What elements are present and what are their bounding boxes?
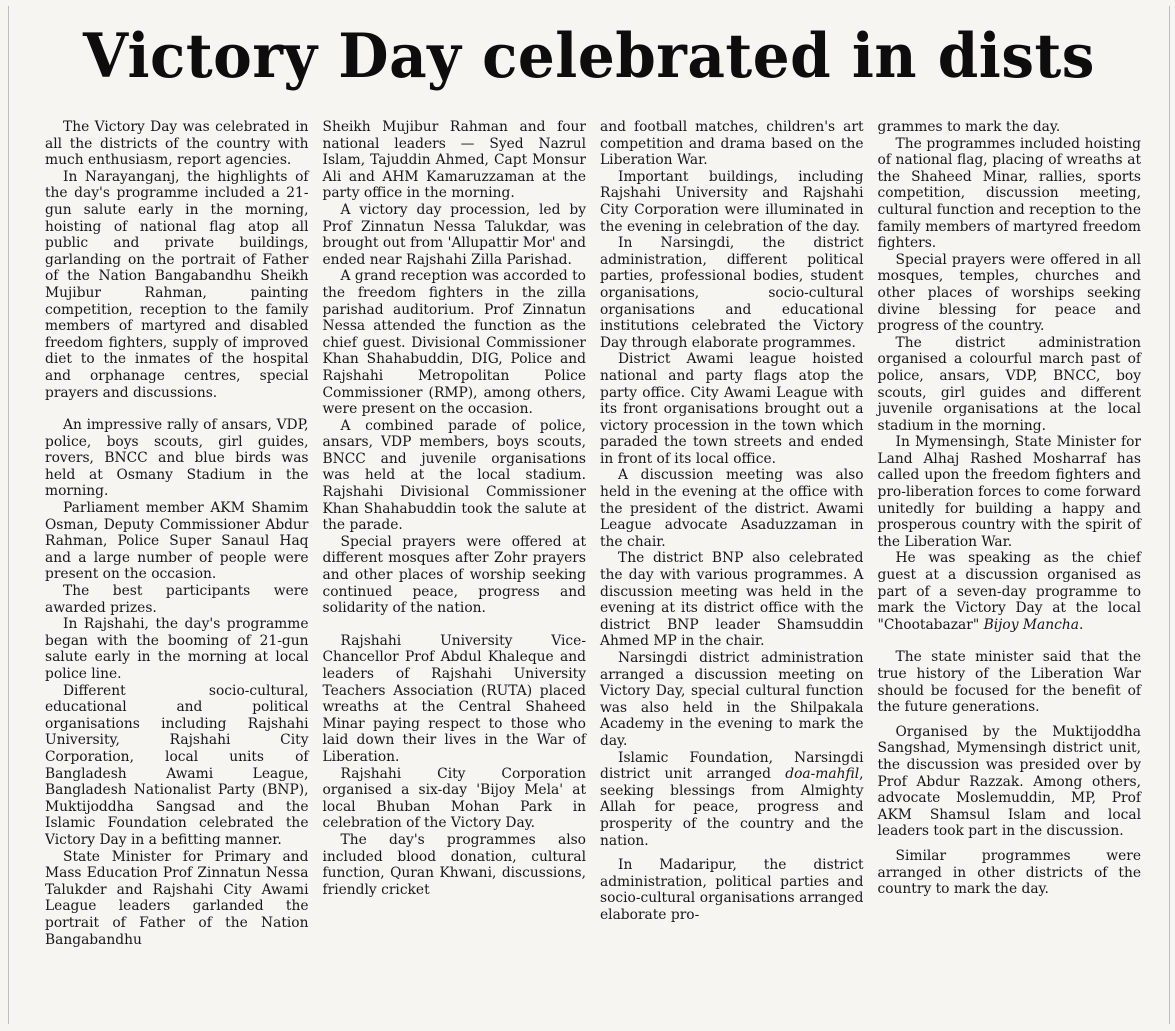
paragraph: A victory day procession, led by Prof Zinnatun Nessa Talukdar, was brought out from 'Allupattir Mor' and ended near Rajshahi Zilla Parishad. bbox=[322, 201, 586, 268]
paragraph: In Mymensingh, State Minister for Land Alhaj Rashed Mosharraf has called upon the freedom fighters and pro-liberation forces to come forward unitedly for building a happy and prosperous country with the spirit of the Liberation War. bbox=[877, 434, 1141, 550]
paragraph: District Awami league hoisted national and party flags atop the party office. City Awami League with its front organisations brought out a victory procession in the town which paraded the town streets and ended in front of its local office. bbox=[600, 351, 864, 467]
paragraph: Different socio-cultural, educational and political organisations including Rajshahi University, Rajshahi City Corporation, local units of Bangladesh Awami League, Bangladesh Nationalist Party (BNP), Muktijoddha Sangsad and the Islamic Foundation celebrated the Victory Day in a befitting manner. bbox=[45, 682, 309, 848]
column-1 bbox=[45, 119, 309, 1024]
paragraph: The best participants were awarded prizes. bbox=[45, 583, 309, 616]
paragraph: Organised by the Muktijoddha Sangshad, Mymensingh district unit, the discussion was presided over by Prof Abdur Razzak. Among others, advocate Moslemuddin, MP, Prof AKM Shamsul Islam and local leaders took part in the discussion. bbox=[877, 723, 1141, 840]
paragraph: Important buildings, including Rajshahi University and Rajshahi City Corporation were illuminated in the evening in celebration of the day. bbox=[600, 168, 864, 235]
paragraph: Special prayers were offered in all mosques, temples, churches and other places of worships seeking divine blessing for peace and progress of the country. bbox=[877, 251, 1141, 335]
column-2 bbox=[323, 119, 587, 1024]
paragraph: The programmes included hoisting of national flag, placing of wreaths at the Shaheed Minar, rallies, sports competition, discussion meeting, cultural function and reception to the family members of martyred freedom fighters. bbox=[877, 135, 1141, 252]
paragraph: The district BNP also celebrated the day with various programmes. A discussion meeting was held in the evening at its district office with the district BNP leader Shamsuddin Ahmed MP in the chair. bbox=[600, 550, 864, 650]
paragraph: State Minister for Primary and Mass Education Prof Zinnatun Nessa Talukder and Rajshahi City Awami League leaders garlanded the portrait of Father of the Nation Bangabandhu bbox=[45, 848, 309, 948]
paragraph: The Victory Day was celebrated in all the districts of the country with much enthusiasm, report agencies. bbox=[45, 119, 309, 169]
paragraph: Parliament member AKM Shamim Osman, Deputy Commissioner Abdur Rahman, Police Super Sanaul Haq and a large number of people were present on the occasion. bbox=[45, 500, 309, 583]
paragraph: In Madaripur, the district administration, political parties and socio-cultural organisations arranged elaborate pro- bbox=[600, 857, 864, 923]
paragraph: In Narayanganj, the highlights of the day's programme included a 21-gun salute early in the morning, hoisting of national flag atop all public and private buildings, garlanding on the portrait of Father of the Nation Bangabandhu Sheikh Mujibur Rahman, painting competition, reception to the family members of martyred and disabled freedom fighters, supply of improved diet to the inmates of the hospital and orphanage centres, special prayers and discussions. bbox=[45, 168, 309, 401]
article-body bbox=[45, 119, 1141, 1024]
paragraph: Narsingdi district administration arranged a discussion meeting on Victory Day, special cultural function was also held in the Shilpakala Academy in the evening to mark the day. bbox=[600, 650, 864, 749]
paragraph: In Narsingdi, the district administration, different political parties, professional bodies, student organisations, socio-cultural organisations and educational institutions celebrated the Victory Day through elaborate programmes. bbox=[600, 235, 864, 351]
paragraph: Sheikh Mujibur Rahman and four national leaders — Syed Nazrul Islam, Tajuddin Ahmed, Capt Monsur Ali and AHM Kamaruzzaman at the party office in the morning. bbox=[322, 119, 586, 202]
italic-term: Bijoy Mancha bbox=[983, 616, 1079, 633]
paragraph: and football matches, children's art competition and drama based on the Liberation War. bbox=[600, 119, 864, 169]
paragraph: A combined parade of police, ansars, VDP members, boys scouts, BNCC and juvenile organisations was held at the local stadium. Rajshahi Divisional Commissioner Khan Shahabuddin took the salute at the parade. bbox=[322, 417, 586, 534]
column-3 bbox=[600, 119, 864, 1024]
paragraph: A grand reception was accorded to the freedom fighters in the zilla parishad auditorium. Prof Zinnatun Nessa attended the function as the chief guest. Divisional Commissioner Khan Shahabuddin, DIG, Police and Rajshahi Metropolitan Police Commissioner (RMP), among others, were present on the occasion. bbox=[322, 268, 586, 418]
paragraph: The day's programmes also included blood donation, cultural function, Quran Khwani, discussions, friendly cricket bbox=[322, 831, 586, 898]
paragraph: He was speaking as the chief guest at a discussion organised as part of a seven-day programme to mark the Victory Day at the local "Chootabazar" Bijoy Mancha. bbox=[877, 550, 1141, 633]
paragraph: In Rajshahi, the day's programme began with the booming of 21-gun salute early in the morning at local police line. bbox=[45, 616, 309, 682]
paragraph: A discussion meeting was also held in the evening at the office with the president of the district. Awami League advocate Asaduzzaman in the chair. bbox=[600, 467, 864, 550]
paragraph: The state minister said that the true history of the Liberation War should be focused for the benefit of the future generations. bbox=[877, 649, 1141, 716]
newspaper-clipping bbox=[8, 6, 1170, 1024]
italic-term: doa-mahfil bbox=[785, 766, 860, 783]
paragraph: Islamic Foundation, Narsingdi district unit arranged doa-mahfil, seeking blessings from Almighty Allah for peace, progress and prosperity of the country and the nation. bbox=[600, 749, 864, 849]
headline: Victory Day celebrated in dists bbox=[83, 20, 1095, 92]
column-4 bbox=[878, 119, 1142, 1024]
paragraph: Rajshahi University Vice-Chancellor Prof Abdul Khaleque and leaders of Rajshahi University Teachers Association (RUTA) placed wreaths at the Central Shaheed Minar paying respect to those who laid down their lives in the War of Liberation. bbox=[322, 632, 586, 765]
paragraph: Rajshahi City Corporation organised a six-day 'Bijoy Mela' at local Bhuban Mohan Park in celebration of the Victory Day. bbox=[322, 765, 586, 832]
paragraph: Similar programmes were arranged in other districts of the country to mark the day. bbox=[877, 847, 1141, 898]
paragraph: grammes to mark the day. bbox=[877, 119, 1061, 135]
paragraph: An impressive rally of ansars, VDP, police, boys scouts, girl guides, rovers, BNCC and blue birds was held at Osmany Stadium in the morning. bbox=[45, 417, 309, 500]
paragraph: The district administration organised a colourful march past of police, ansars, VDP, BNCC, boy scouts, girl guides and different juvenile organisations at the local stadium in the morning. bbox=[877, 334, 1141, 434]
paragraph: Special prayers were offered at different mosques after Zohr prayers and other places of worship seeking continued peace, progress and solidarity of the nation. bbox=[322, 533, 586, 617]
